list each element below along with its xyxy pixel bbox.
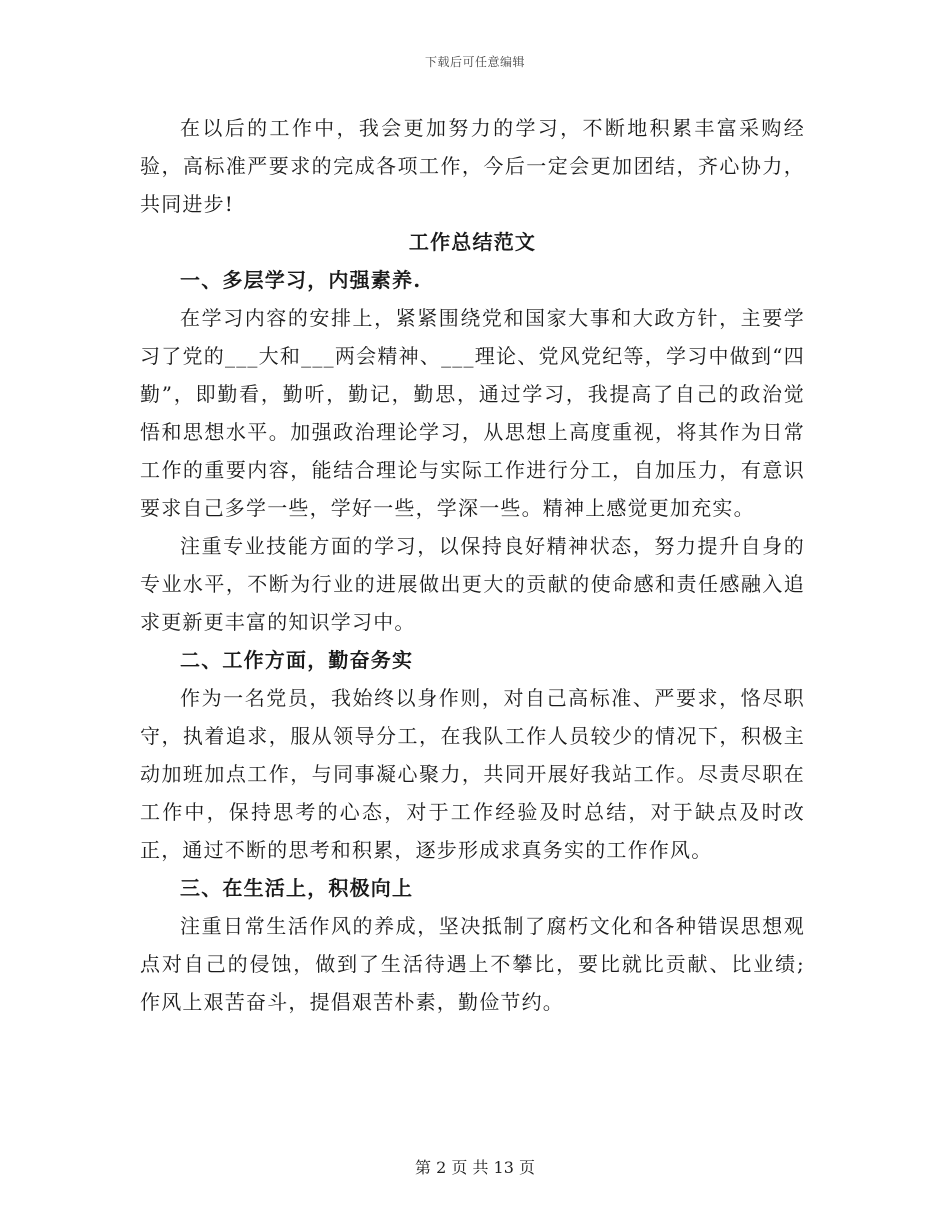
section-2-paragraph-1: 作为一名党员，我始终以身作则，对自己高标准、严要求，恪尽职守，执着追求，服从领导分工，在我队工作人员较少的情况下，积极主动加班加点工作，与同事凝心聚力，共同开展好我站工作。尽责尽职在工作中，保持思考的心态，对于工作经验及时总结，对于缺点及时改正，通过不断的思考和积累，逐步形成求真务实的工作作风。 — [140, 686, 805, 862]
intro-paragraph: 在以后的工作中，我会更加努力的学习，不断地积累丰富采购经验，高标准严要求的完成各项工作，今后一定会更加团结，齐心协力，共同进步! — [140, 116, 805, 216]
section-3-paragraph-1: 注重日常生活作风的养成，坚决抵制了腐朽文化和各种错误思想观点对自己的侵蚀，做到了生活待遇上不攀比，要比就比贡献、比业绩;作风上艰苦奋斗，提倡艰苦朴素，勤俭节约。 — [140, 914, 805, 1014]
section-1-heading: 一、多层学习，内强素养. — [180, 268, 422, 292]
section-3-heading: 三、在生活上，积极向上 — [180, 876, 414, 900]
header-note: 下载后可任意编辑 — [424, 55, 525, 69]
page-number-footer: 第 2 页 共 13 页 — [415, 1158, 535, 1177]
document-body — [140, 109, 805, 1021]
section-2-heading: 二、工作方面，勤奋务实 — [180, 648, 414, 672]
section-1-paragraph-1: 在学习内容的安排上，紧紧围绕党和国家大事和大政方针，主要学习了党的___大和___两会精神、___理论、党风党纪等，学习中做到“四勤”，即勤看，勤听，勤记，勤思，通过学习，我提高了自己的政治觉悟和思想水平。加强政治理论学习，从思想上高度重视，将其作为日常工作的重要内容，能结合理论与实际工作进行分工，自加压力，有意识要求自己多学一些，学好一些，学深一些。精神上感觉更加充实。 — [140, 306, 805, 520]
document-title: 工作总结范文 — [408, 230, 537, 254]
section-1-paragraph-2: 注重专业技能方面的学习，以保持良好精神状态，努力提升自身的专业水平，不断为行业的进展做出更大的贡献的使命感和责任感融入追求更新更丰富的知识学习中。 — [140, 534, 805, 634]
